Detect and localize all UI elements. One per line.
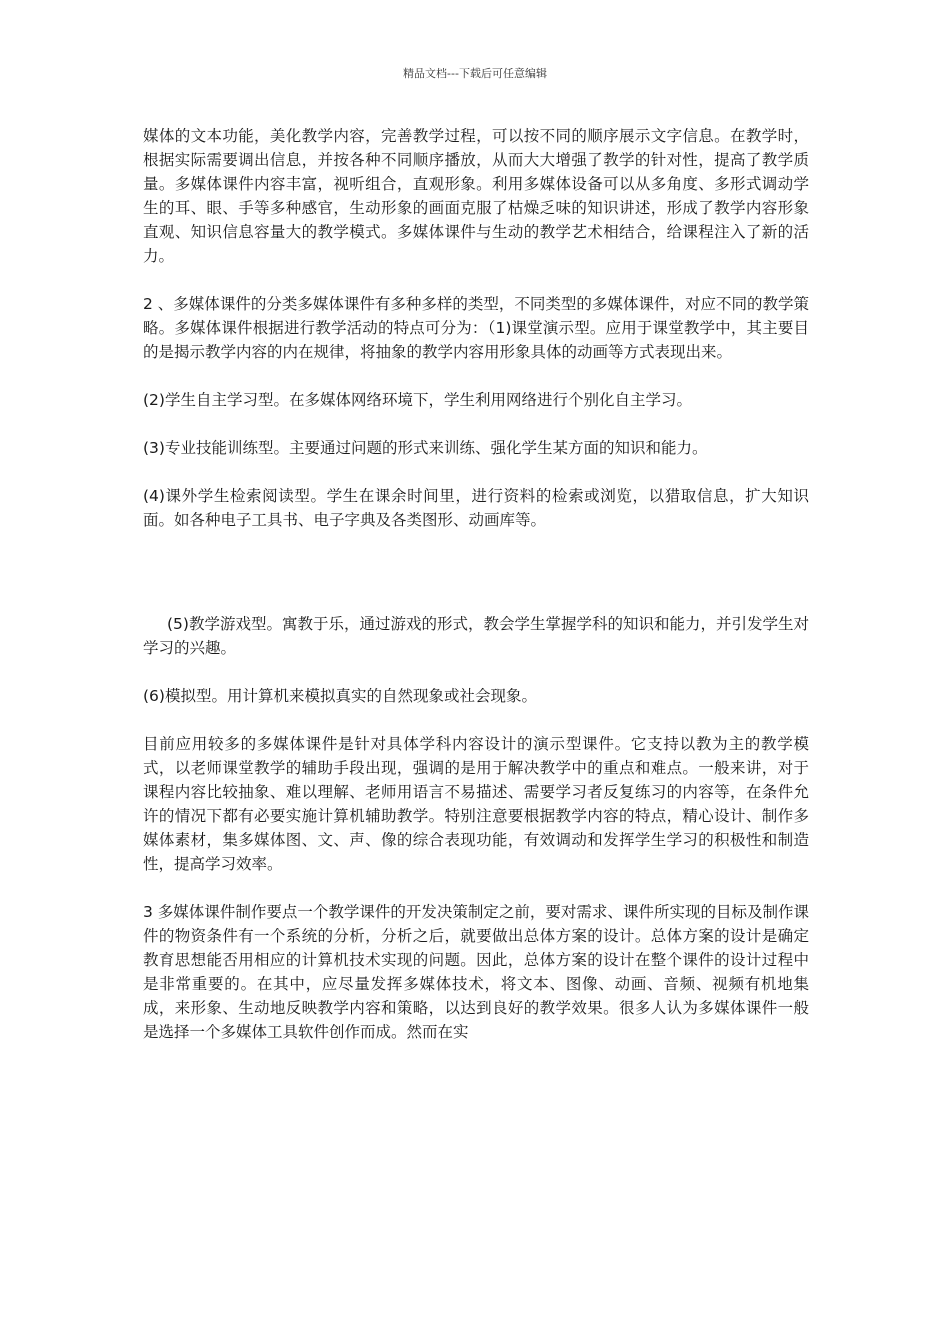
paragraph-simulation-type: (6)模拟型。用计算机来模拟真实的自然现象或社会现象。 — [143, 687, 537, 705]
paragraph-skill-training-type: (3)专业技能训练型。主要通过问题的形式来训练、强化学生某方面的知识和能力。 — [143, 439, 708, 457]
paragraph-self-study-type: (2)学生自主学习型。在多媒体网络环境下，学生利用网络进行个别化自主学习。 — [143, 391, 692, 409]
paragraph-production-points: 3 多媒体课件制作要点一个教学课件的开发决策制定之前，要对需求、课件所实现的目标及制作课件的物资条件有一个系统的分析，分析之后，就要做出总体方案的设计。总体方案的设计是确定教育思想能否用相应的计算机技术实现的问题。因此，总体方案的设计在整个课件的设计过程中是非常重要的。在其中，应尽量发挥多媒体技术，将文本、图像、动画、音频、视频有机地集成，来形象、生动地反映教学内容和策略，以达到良好的教学效果。很多人认为多媒体课件一般是选择一个多媒体工具软件创作而成。然而在实 — [143, 903, 809, 1041]
section-gap — [143, 556, 809, 612]
paragraph-retrieval-reading-type: (4)课外学生检索阅读型。学生在课余时间里，进行资料的检索或浏览，以猎取信息，扩大知识面。如各种电子工具书、电子字典及各类图形、动画库等。 — [143, 487, 809, 529]
paragraph-courseware-classification: 2 、多媒体课件的分类多媒体课件有多种多样的类型，不同类型的多媒体课件，对应不同的教学策略。多媒体课件根据进行教学活动的特点可分为：（1)课堂演示型。应用于课堂教学中，其主要目的是揭示教学内容的内在规律，将抽象的教学内容用形象具体的动画等方式表现出来。 — [143, 295, 809, 361]
paragraph-multimedia-text-function: 媒体的文本功能，美化教学内容，完善教学过程，可以按不同的顺序展示文字信息。在教学时，根据实际需要调出信息，并按各种不同顺序播放，从而大大增强了教学的针对性，提高了教学质量。多媒体课件内容丰富，视听组合，直观形象。利用多媒体设备可以从多角度、多形式调动学生的耳、眼、手等多种感官，生动形象的画面克服了枯燥乏味的知识讲述，形成了教学内容形象直观、知识信息容量大的教学模式。多媒体课件与生动的教学艺术相结合，给课程注入了新的活力。 — [143, 127, 809, 265]
page-header: 精品文档---下载后可任意编辑 — [403, 67, 547, 80]
paragraph-demonstration-courseware: 目前应用较多的多媒体课件是针对具体学科内容设计的演示型课件。它支持以教为主的教学模式，以老师课堂教学的辅助手段出现，强调的是用于解决教学中的重点和难点。一般来讲，对于课程内容比较抽象、难以理解、老师用语言不易描述、需要学习者反复练习的内容等，在条件允许的情况下都有必要实施计算机辅助教学。特别注意要根据教学内容的特点，精心设计、制作多媒体素材，集多媒体图、文、声、像的综合表现功能，有效调动和发挥学生学习的积极性和制造性，提高学习效率。 — [143, 735, 809, 873]
document-body — [143, 124, 809, 1068]
paragraph-game-type: (5)教学游戏型。寓教于乐，通过游戏的形式，教会学生掌握学科的知识和能力，并引发学生对学习的兴趣。 — [143, 615, 809, 657]
